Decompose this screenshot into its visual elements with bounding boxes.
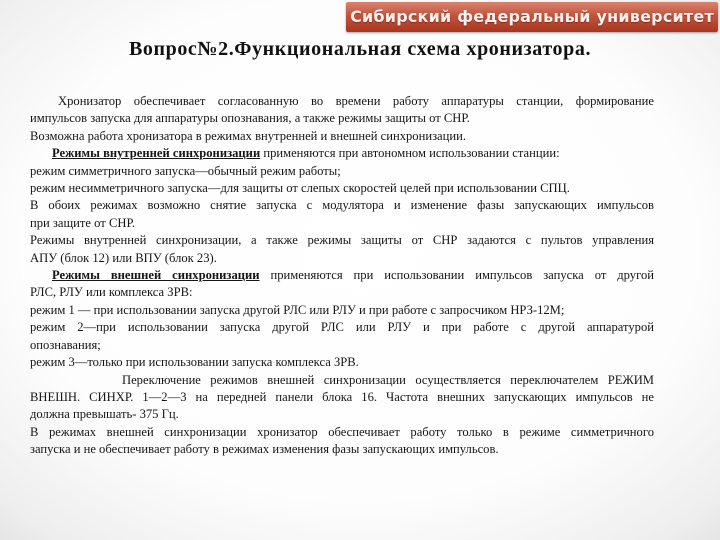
paragraph-line: В режимах внешней синхронизации хронизатор обеспечивает работу только в режиме симметричного bbox=[30, 424, 654, 439]
paragraph-line: режим несимметричного запуска—для защиты от слепых скоростей целей при использовании СПЦ. bbox=[30, 181, 570, 196]
paragraph-text: применяются при использовании импульсов запуска от другой bbox=[259, 268, 654, 283]
paragraph-line: режим 3—только при использовании запуска комплекса ЗРВ. bbox=[30, 355, 359, 370]
paragraph-line: В обоих режимах возможно снятие запуска с модулятора и изменение фазы запускающих импульсов bbox=[30, 198, 654, 213]
paragraph-line: Возможна работа хронизатора в режимах внутренней и внешней синхронизации. bbox=[30, 128, 466, 143]
slide-title: Вопрос№2.Функциональная схема хронизатора. bbox=[128, 38, 592, 60]
paragraph-line: АПУ (блок 12) или ВПУ (блок 23). bbox=[30, 250, 217, 265]
external-sync-label: Режимы внешней синхронизации bbox=[52, 268, 260, 283]
paragraph-line: Режимы внутренней синхронизации, а также режимы защиты от СНР задаются с пультов управления bbox=[30, 233, 654, 248]
university-name: Сибирский федеральный университет bbox=[350, 7, 714, 26]
paragraph-line: режим симметричного запуска—обычный режим работы; bbox=[30, 163, 341, 178]
paragraph-line bbox=[30, 267, 654, 284]
paragraph-line: режим 2—при использовании запуска другой РЛС или РЛУ и при работе с другой аппаратурой bbox=[30, 320, 654, 335]
paragraph-line: должна превышать- 375 Гц. bbox=[30, 407, 179, 422]
paragraph-line: импульсов запуска для аппаратуры опознавания, а также режимы защиты от СНР. bbox=[30, 111, 470, 126]
paragraph-line: ВНЕШН. СИНХР. 1—2—3 на передней панели блока 16. Частота внешних запускающих импульсов не bbox=[30, 389, 654, 404]
paragraph-line: режим 1 — при использовании запуска другой РЛС или РЛУ и при работе с запросчиком НРЗ-12М; bbox=[30, 302, 565, 317]
paragraph-line: опознавания; bbox=[30, 337, 101, 352]
paragraph-line: при защите от СНР. bbox=[30, 215, 136, 230]
paragraph-text: применяются при автономном использовании станции: bbox=[260, 146, 560, 161]
paragraph-line: РЛС, РЛУ или комплекса ЗРВ: bbox=[30, 285, 193, 300]
internal-sync-label: Режимы внутренней синхронизации bbox=[52, 146, 261, 161]
slide-body bbox=[30, 93, 654, 459]
paragraph-line: запуска и не обеспечивает работу в режимах изменения фазы запускающих импульсов. bbox=[30, 442, 499, 457]
paragraph-line: Хронизатор обеспечивает согласованную во времени работу аппаратуры станции, формирование bbox=[58, 94, 654, 108]
paragraph-line: Переключение режимов внешней синхронизации осуществляется переключателем РЕЖИМ bbox=[122, 372, 654, 387]
university-banner bbox=[346, 2, 718, 32]
paragraph-line bbox=[30, 145, 654, 162]
